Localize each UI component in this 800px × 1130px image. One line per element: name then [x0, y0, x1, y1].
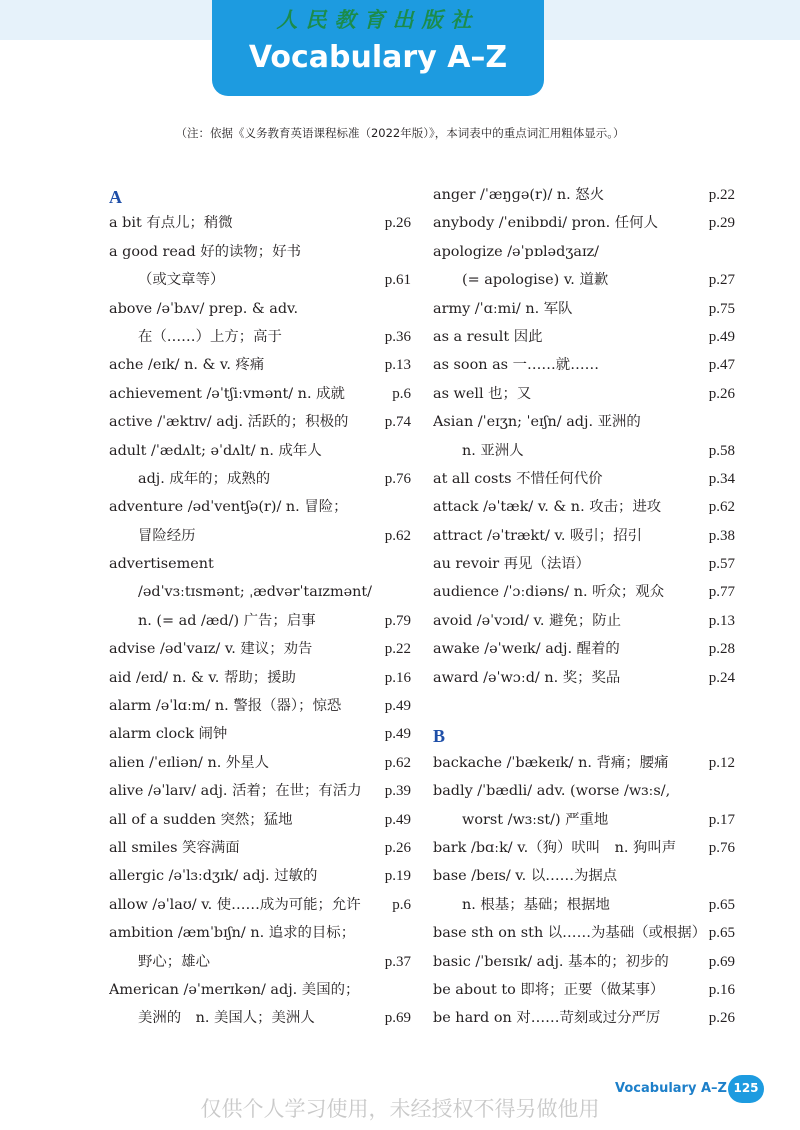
vocab-entry [433, 238, 735, 266]
vocab-entry-text: au revoir 再见（法语） [433, 556, 591, 573]
vocab-entry [433, 351, 735, 379]
vocab-entry [109, 465, 411, 493]
footer-label: Vocabulary A–Z [615, 1081, 727, 1096]
vocab-page-ref: p.6 [392, 896, 411, 913]
vocab-entry [433, 408, 735, 436]
vocab-page-ref: p.27 [708, 272, 735, 289]
right-column [433, 181, 735, 1033]
vocab-entry-text: awake /əˈweɪk/ adj. 醒着的 [433, 641, 620, 658]
vocab-page-ref: p.49 [708, 328, 735, 345]
vocab-entry [109, 437, 411, 465]
vocab-entry-text: 野心；雄心 [138, 953, 210, 970]
vocab-entry [109, 209, 411, 237]
vocab-entry [433, 664, 735, 692]
vocab-page-ref: p.61 [384, 272, 411, 289]
vocab-entry-text: a bit 有点儿；稍微 [109, 215, 233, 232]
vocab-entry [433, 976, 735, 1004]
vocab-page-ref: p.65 [708, 925, 735, 942]
vocab-entry [433, 323, 735, 351]
vocab-entry [433, 806, 735, 834]
publisher-logo: 人民教育出版社 [276, 7, 480, 32]
vocab-entry-text: advise /ədˈvaɪz/ v. 建议；劝告 [109, 641, 313, 658]
vocab-entry [109, 692, 411, 720]
vocab-page-ref: p.79 [384, 612, 411, 629]
vocab-entry [109, 380, 411, 408]
vocab-entry-text: award /əˈwɔːd/ n. 奖；奖品 [433, 669, 621, 686]
vocab-entry-text: base sth on sth 以……为基础（或根据） [433, 925, 707, 942]
vocab-page-ref: p.36 [384, 328, 411, 345]
vocab-page-ref: p.57 [708, 556, 735, 573]
vocab-entry [109, 323, 411, 351]
vocab-entry-text: alarm /əˈlɑːm/ n. 警报（器）；惊恐 [109, 698, 342, 715]
vocab-entry [109, 891, 411, 919]
vocab-entry [433, 777, 735, 805]
vocab-entry [433, 380, 735, 408]
vocab-entry-text: 冒险经历 [138, 527, 196, 544]
vocab-entry-text: allow /əˈlaʊ/ v. 使……成为可能；允许 [109, 896, 361, 913]
vocab-entry [433, 1004, 735, 1032]
vocab-entry [109, 607, 411, 635]
vocab-entry [109, 408, 411, 436]
vocab-page-ref: p.49 [384, 811, 411, 828]
page-number: 125 [733, 1081, 759, 1095]
vocab-entry [433, 181, 735, 209]
vocab-entry-text: ache /eɪk/ n. & v. 疼痛 [109, 357, 265, 374]
vocab-entry [433, 834, 735, 862]
vocab-entry-text: /ədˈvɜːtɪsmənt; ˌædvərˈtaɪzmənt/ [138, 584, 373, 601]
vocab-page-ref: p.75 [708, 300, 735, 317]
vocab-entry-text: alive /əˈlaɪv/ adj. 活着；在世；有活力 [109, 783, 362, 800]
vocab-entry [433, 578, 735, 606]
vocab-page-ref: p.26 [708, 1010, 735, 1027]
vocab-entry-text: 美洲的 n. 美国人；美洲人 [138, 1010, 315, 1027]
vocab-entry [433, 749, 735, 777]
vocab-entry [109, 578, 411, 606]
vocab-entry [109, 550, 411, 578]
section-letter: B [433, 726, 446, 747]
vocab-page-ref: p.13 [708, 612, 735, 629]
vocab-entry [109, 806, 411, 834]
vocab-entry [433, 209, 735, 237]
vocab-entry-text: anger /ˈæŋɡə(r)/ n. 怒火 [433, 187, 605, 203]
vocab-page-ref: p.22 [708, 187, 735, 203]
vocab-entry [433, 295, 735, 323]
vocab-page-ref: p.37 [384, 953, 411, 970]
vocab-page-ref: p.49 [384, 726, 411, 743]
vocab-entry [109, 238, 411, 266]
vocab-entry-text: aid /eɪd/ n. & v. 帮助；援助 [109, 669, 296, 686]
vocab-entry [433, 550, 735, 578]
vocab-entry-text: army /ˈɑːmi/ n. 军队 [433, 300, 573, 317]
vocab-entry [433, 862, 735, 890]
vocab-entry-text: anybody /ˈenibɒdi/ pron. 任何人 [433, 215, 658, 232]
vocab-entry [109, 720, 411, 748]
vocab-entry-text: as soon as 一……就…… [433, 357, 599, 374]
vocab-entry-text: American /əˈmerɪkən/ adj. 美国的； [109, 981, 360, 998]
vocab-entry-text: be hard on 对……苛刻或过分严厉 [433, 1010, 661, 1027]
vocab-entry-text: （或文章等） [138, 272, 225, 289]
vocab-entry [109, 777, 411, 805]
vocab-page-ref: p.69 [384, 1010, 411, 1027]
vocab-page-ref: p.26 [384, 215, 411, 232]
vocab-entry-text: 在（……）上方；高于 [138, 328, 282, 345]
vocab-entry-text: adult /ˈædʌlt; əˈdʌlt/ n. 成年人 [109, 442, 322, 459]
vocab-page-ref: p.76 [708, 839, 735, 856]
vocab-page-ref: p.58 [708, 442, 735, 459]
vocab-page-ref: p.74 [384, 414, 411, 431]
left-column [109, 181, 411, 1033]
vocab-entry [109, 749, 411, 777]
vocab-entry-text: Asian /ˈeɪʒn; ˈeɪʃn/ adj. 亚洲的 [433, 414, 641, 431]
vocab-entry [109, 919, 411, 947]
vocab-entry-text: be about to 即将；正要（做某事） [433, 981, 665, 998]
vocab-entry-text: advertisement [109, 556, 214, 573]
vocab-entry-text: as a result 因此 [433, 328, 543, 345]
vocab-page-ref: p.76 [384, 470, 411, 487]
vocab-entry [109, 493, 411, 521]
vocab-entry-text: achievement /əˈtʃiːvmənt/ n. 成就 [109, 385, 345, 402]
vocab-entry-text: backache /ˈbækeɪk/ n. 背痛；腰痛 [433, 754, 669, 771]
vocab-entry-text: alien /ˈeɪliən/ n. 外星人 [109, 754, 270, 771]
vocab-entry-text: n. 亚洲人 [462, 442, 524, 459]
vocab-page-ref: p.26 [708, 385, 735, 402]
vocab-page-ref: p.62 [384, 754, 411, 771]
vocab-entry-text: allergic /əˈlɜːdʒɪk/ adj. 过敏的 [109, 868, 318, 885]
vocab-entry-text: n. 根基；基础；根据地 [462, 896, 610, 913]
vocab-entry-text: n. (= ad /æd/) 广告；启事 [138, 612, 316, 629]
vocab-entry-text: bark /bɑːk/ v.（狗）吠叫 n. 狗叫声 [433, 839, 677, 856]
vocab-entry [433, 465, 735, 493]
vocab-entry-text: badly /ˈbædli/ adv. (worse /wɜːs/, [433, 783, 671, 800]
vocab-entry-text: worst /wɜːst/) 严重地 [462, 811, 609, 828]
vocab-entry [433, 948, 735, 976]
vocab-entry [433, 437, 735, 465]
vocab-entry [433, 266, 735, 294]
vocab-entry [109, 635, 411, 663]
vocab-entry [109, 862, 411, 890]
vocab-page-ref: p.16 [384, 669, 411, 686]
vocab-entry [109, 351, 411, 379]
vocab-entry-text: active /ˈæktɪv/ adj. 活跃的；积极的 [109, 414, 349, 431]
vocab-entry [109, 266, 411, 294]
vocab-page-ref: p.28 [708, 641, 735, 658]
vocab-entry [433, 919, 735, 947]
vocab-page-ref: p.24 [708, 669, 735, 686]
watermark: 仅供个人学习使用，未经授权不得另做他用 [200, 1097, 600, 1121]
vocab-entry-text: all smiles 笑容满面 [109, 839, 240, 856]
vocab-entry [433, 493, 735, 521]
vocab-page-ref: p.12 [708, 754, 735, 771]
vocab-entry [433, 522, 735, 550]
vocab-entry [109, 522, 411, 550]
vocab-page-ref: p.47 [708, 357, 735, 374]
vocab-page-ref: p.19 [384, 868, 411, 885]
vocab-page-ref: p.17 [708, 811, 735, 828]
vocab-entry [433, 891, 735, 919]
vocab-entry-text: as well 也；又 [433, 385, 532, 402]
vocab-page-ref: p.62 [708, 499, 735, 516]
vocab-entry-text: all of a sudden 突然；猛地 [109, 811, 293, 828]
vocab-entry-text: audience /ˈɔːdiəns/ n. 听众；观众 [433, 584, 665, 601]
section-letter: A [109, 187, 122, 207]
vocab-entry-text: attract /əˈtrækt/ v. 吸引；招引 [433, 527, 642, 544]
vocab-entry-text: at all costs 不惜任何代价 [433, 470, 603, 487]
vocab-entry-text: base /beɪs/ v. 以……为据点 [433, 868, 618, 885]
vocab-entry [433, 607, 735, 635]
note-text: （注：依据《义务教育英语课程标准（2022年版）》，本词表中的重点词汇用粗体显示。） [175, 126, 625, 140]
vocab-entry-text: alarm clock 闹钟 [109, 726, 228, 743]
section-spacer [433, 692, 735, 720]
vocab-page-ref: p.65 [708, 896, 735, 913]
vocab-page-ref: p.26 [384, 839, 411, 856]
vocab-entry [109, 976, 411, 1004]
vocab-page-ref: p.34 [708, 470, 735, 487]
vocab-page-ref: p.29 [708, 215, 735, 232]
vocab-entry [109, 948, 411, 976]
vocab-page-ref: p.69 [708, 953, 735, 970]
vocab-page-ref: p.16 [708, 981, 735, 998]
vocab-page-ref: p.49 [384, 698, 411, 715]
vocab-entry-text: apologize /əˈpɒlədʒaɪz/ [433, 243, 600, 260]
vocab-page-ref: p.6 [392, 385, 411, 402]
vocab-entry-text: adj. 成年的；成熟的 [138, 470, 271, 487]
vocab-entry-text: avoid /əˈvɔɪd/ v. 避免；防止 [433, 612, 622, 629]
vocab-entry-text: adventure /ədˈventʃə(r)/ n. 冒险； [109, 499, 348, 516]
vocab-entry-text: a good read 好的读物；好书 [109, 243, 301, 260]
vocab-entry [109, 1004, 411, 1032]
vocab-page-ref: p.77 [708, 584, 735, 601]
vocab-entry-text: above /əˈbʌv/ prep. & adv. [109, 300, 299, 317]
vocab-entry-text: basic /ˈbeɪsɪk/ adj. 基本的；初步的 [433, 953, 669, 970]
vocab-entry [109, 664, 411, 692]
vocab-page-ref: p.38 [708, 527, 735, 544]
vocab-page-ref: p.13 [384, 357, 411, 374]
vocab-page-ref: p.39 [384, 783, 411, 800]
vocab-entry-text: ambition /æmˈbɪʃn/ n. 追求的目标； [109, 925, 356, 942]
vocab-page-ref: p.22 [384, 641, 411, 658]
vocab-page-ref: p.62 [384, 527, 411, 544]
vocab-entry [109, 834, 411, 862]
vocab-entry-text: (= apologise) v. 道歉 [462, 272, 609, 289]
vocab-entry [109, 295, 411, 323]
page-title: Vocabulary A–Z [248, 40, 508, 75]
vocab-entry [433, 635, 735, 663]
vocab-entry-text: attack /əˈtæk/ v. & n. 攻击；进攻 [433, 499, 662, 516]
